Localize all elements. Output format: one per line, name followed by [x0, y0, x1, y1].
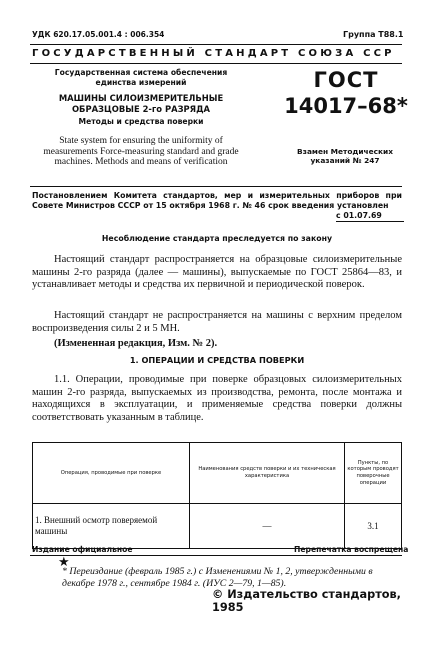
english-title: State system for ensuring the uniformity of measurements Force-measuring standard and grade machines. Methods and means of verification: [43, 136, 239, 167]
methods-title: Методы и средства поверки: [78, 117, 204, 126]
paragraph-scope: Настоящий стандарт распространяется на образцовые силоизмерительные машины 2-го разряда (далее — машины), выпускаемые по ГОСТ 25864—83, и устанавливает методы и средства их первичной и периодической поверок.: [32, 254, 402, 291]
column-header-operation: Операция, проводимые при поверке: [33, 443, 190, 504]
copyright: © Издательство стандартов, 1985: [212, 588, 401, 614]
gost-label: ГОСТ: [313, 68, 379, 92]
machines-title: МАШИНЫ СИЛОИЗМЕРИТЕЛЬНЫЕ ОБРАЗЦОВЫЕ 2-го РАЗРЯДА: [58, 93, 224, 114]
official-edition: Издание официальное: [32, 545, 133, 554]
udk-code: УДК 620.17.05.001.4 : 006.354: [32, 30, 165, 39]
paragraph-1-1: 1.1. Операции, проводимые при поверке образцовых силоизмерительных машин 2-го разряда, выпускаемых из производства, ремонта, после монтажа и находящихся в эксплуатации, и применяемые средства поверки должны соответствовать указанным в таблице.: [32, 374, 402, 423]
column-header-items: Пункты, по которым проводят поверочные операции: [345, 443, 402, 504]
decree-text: Постановлением Комитета стандартов, мер и измерительных приборов при Совете Министров СССР от 15 октября 1968 г. № 46 срок введения установлен: [32, 191, 402, 211]
paragraph-exclusion: Настоящий стандарт не распространяется на машины с верхним пределом воспроизведения силы 2 и 5 МН.: [32, 310, 402, 334]
system-title: Государственная система обеспечения единства измерений: [54, 68, 228, 87]
group-code: Группа Т88.1: [343, 30, 404, 39]
reprint-prohibited: Перепечатка воспрещена: [294, 545, 409, 554]
table-header-row: [33, 443, 402, 504]
table-row: [33, 504, 402, 549]
effective-date: с 01.07.69: [336, 211, 404, 222]
amendment-note: (Измененная редакция, Изм. № 2).: [54, 338, 218, 349]
state-standard-banner: ГОСУДАРСТВЕННЫЙ СТАНДАРТ СОЮЗА ССР: [32, 48, 395, 59]
top-rule: [30, 44, 402, 45]
banner-rule: [30, 63, 402, 64]
section-heading: 1. ОПЕРАЦИИ И СРЕДСТВА ПОВЕРКИ: [129, 355, 305, 365]
column-header-means: Наименования средств поверки и их техническая характеристика: [190, 443, 345, 504]
replacement-note: Взамен Методических указаний № 247: [297, 147, 393, 165]
verification-table: [32, 442, 402, 549]
footer-rule: [30, 555, 402, 556]
gost-number: 14017–68*: [284, 94, 408, 118]
star-icon: ★: [58, 554, 70, 569]
law-warning: Несоблюдение стандарта преследуется по закону: [101, 234, 333, 243]
cell-item: 3.1: [345, 504, 402, 549]
decree-rule: [30, 186, 402, 187]
reissue-note: * Переиздание (февраль 1985 г.) с Изменениями № 1, 2, утвержденными в декабре 1978 г., сентябре 1984 г. (ИУС 2—79, 1—85).: [62, 566, 373, 589]
cell-operation: 1. Внешний осмотр поверяемой машины: [33, 504, 190, 549]
cell-means: —: [190, 504, 345, 549]
